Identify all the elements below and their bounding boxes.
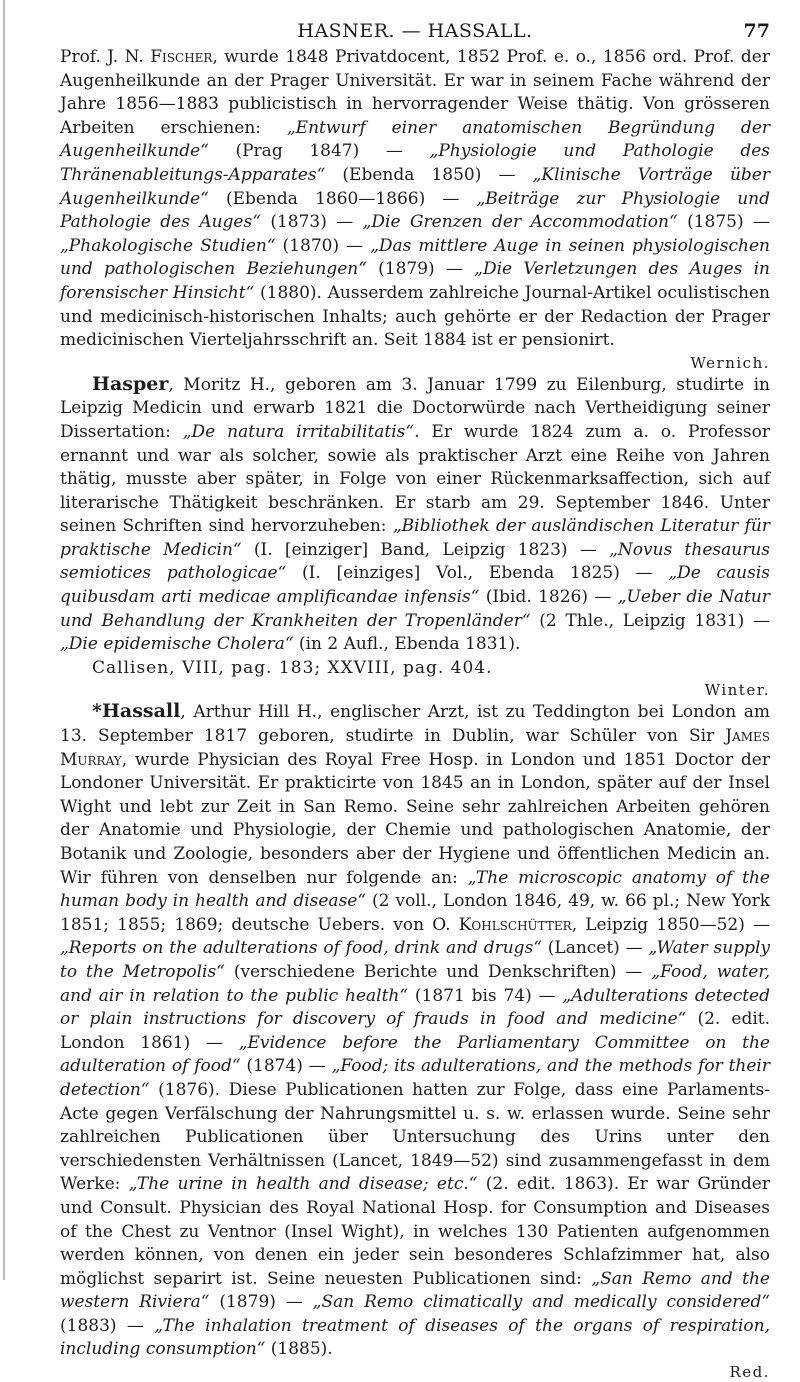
work-title: „De natura irritabilitatis“: [182, 421, 415, 442]
author-signature: Winter.: [704, 681, 770, 700]
text-run: (I. [einziger] Band, Leipzig 1823) —: [241, 539, 610, 560]
work-title: „Entwurf einer anatomischen Begründung der Augenheilkunde“: [60, 117, 771, 162]
given-names: , Arthur Hill H.: [180, 702, 318, 723]
work-title: „De causis quibusdam arti medicae amplificandae infensis“: [60, 563, 770, 608]
entry-fischer-text: [60, 46, 770, 353]
text-run: (1879) —: [209, 1292, 313, 1313]
text-run: (1874) —: [240, 1056, 332, 1077]
page-body: [60, 46, 770, 1382]
text-run: (Prag 1847) —: [208, 141, 430, 162]
running-title: HASNER. — HASSALL.: [297, 20, 533, 42]
work-title: „Beiträge zur Physiologie und Pathologie des Auges“: [60, 188, 770, 233]
person-name: James Murray: [60, 726, 770, 770]
signature-fischer: [60, 353, 770, 373]
text-run: (in 2 Aufl., Ebenda 1831).: [293, 634, 521, 655]
star-marker: *: [92, 700, 102, 723]
text-run: (1871 bis 74) —: [408, 985, 563, 1006]
running-header: [60, 14, 770, 48]
headword: Hasper: [92, 372, 169, 395]
work-title: „Food; its adulterations, and the methods for their detection“: [60, 1056, 770, 1100]
text-run: (2 voll., London 1846, 49, w. 66 pl.; New York 1851; 1855; 1869; deutsche Uebers. von O.: [60, 891, 770, 935]
text-run: (I. [einziges] Vol., Ebenda 1825) —: [286, 563, 669, 584]
text-run: (1870) —: [275, 235, 371, 256]
citation-hasper: Callisen, VIII, pag. 183; XXVIII, pag. 404.: [92, 657, 493, 678]
text-run: (2 Thle., Leipzig 1831) —: [530, 610, 770, 631]
text-run: (2. edit. 1863). Er war Gründer und Consult. Physician des Royal National Hosp. for Consumption and Diseases of the Chest zu Ventnor (Insel Wight), in welches 130 Patienten aufgenommen werden können, von denen ein jeder sein besonderes Schlafzimmer hat, also möglichst separirt ist. Seine neuesten Publicationen sind:: [60, 1174, 770, 1289]
work-title: „Reports on the adulterations of food, drink and drugs“: [60, 938, 542, 959]
work-title: „Bibliothek der ausländischen Literatur für praktische Medicin“: [60, 516, 771, 560]
work-title: „Water supply to the Metropolis“: [60, 938, 771, 982]
work-title: „The inhalation treatment of diseases of the organs of respiration, including consumption“: [60, 1315, 770, 1360]
work-title: „The microscopic anatomy of the human body in health and disease“: [60, 867, 770, 912]
author-signature: Red.: [729, 1363, 770, 1382]
work-title: „Adulterations detected or plain instructions for discovery of frauds in food and medicine“: [60, 985, 770, 1030]
text-run: (1873) —: [260, 212, 363, 233]
page-number: 77: [743, 20, 770, 42]
text-run: . Er wurde 1824 zum a. o. Professor ernannt und war als solcher, sowie als praktischer Arzt eine Reihe von Jahren thätig, musste aber später, in Folge von einer Rückenmarksaffection, sich auf literarische Thätigkeit beschränken. Er starb am 29. September 1846. Unter seinen Schriften sind hervorzuheben:: [60, 421, 770, 537]
text-run: (Ebenda 1860—1866) —: [208, 188, 477, 209]
text-run: , englischer Arzt, ist zu Teddington bei London am 13. September 1817 geboren, studirte in Dublin, war Schüler von Sir: [60, 702, 770, 747]
text-run: (verschiedene Berichte und Denkschriften) —: [224, 961, 652, 982]
work-title: „The urine in health and disease; etc.“: [128, 1174, 478, 1195]
text-run: (1883) —: [60, 1315, 155, 1336]
text-run: (1876). Diese Publicationen hatten zur Folge, dass eine Parlaments-Acte gegen Verfälschung der Nahrungsmittel u. s. w. erlassen wurde. Seine sehr zahlreichen Publicationen über Untersuchung des Urins unter den verschiedensten Verhältnissen (Lancet, 1849—52) sind zusammengefasst in dem Werke:: [60, 1079, 770, 1195]
text-run: Prof. J. N.: [60, 47, 151, 67]
signature-hassall: [60, 1362, 770, 1382]
person-name: Kohlschütter: [458, 914, 572, 935]
signature-hasper: [60, 680, 770, 700]
text-run: (1880). Ausserdem zahlreiche Journal-Artikel oculistischen und medicinisch-historischen Inhalts; auch gehörte er der Redaction der Prager medicinischen Vierteljahrsschrift an. Seit 1884 ist er pensionirt.: [60, 282, 770, 351]
entry-hassall-text: [60, 700, 770, 1362]
work-title: „Food, water, and air in relation to the public health“: [60, 961, 770, 1006]
work-title: „San Remo climatically and medically considered“: [312, 1292, 771, 1313]
work-title: „Phakologische Studien“: [60, 235, 276, 256]
page-edge-shadow: [3, 0, 5, 1280]
work-title: „Novus thesaurus semiotices pathologicae“: [60, 539, 770, 584]
given-names: , Moritz H.: [168, 374, 271, 395]
text-run: (1875) —: [677, 212, 770, 233]
author-signature: Wernich.: [690, 353, 770, 372]
work-title: „San Remo and the western Riviera“: [60, 1268, 770, 1313]
work-title: „Klinische Vorträge über Augenheilkunde“: [60, 164, 770, 209]
text-run: , geboren am 3. Januar 1799 zu Eilenburg, studirte in Leipzig Medicin und erwarb 1821 die Doctorwürde nach Vertheidigung seiner Dissertation:: [60, 374, 770, 442]
entry-fischer: [60, 46, 770, 373]
text-run: , Leipzig 1850—52) —: [571, 914, 771, 935]
entry-hasper-text: [60, 373, 770, 657]
person-name: Fischer: [150, 47, 213, 67]
work-title: „Die Verletzungen des Auges in forensischer Hinsicht“: [60, 259, 770, 303]
text-run: (Lancet) —: [541, 938, 649, 959]
work-title: „Ueber die Natur und Behandlung der Krankheiten der Tropenländer“: [60, 587, 770, 631]
work-title: „Die epidemische Cholera“: [60, 634, 294, 655]
work-title: „Evidence before the Parliamentary Committee on the adulteration of food“: [60, 1032, 770, 1077]
text-run: (1885).: [265, 1339, 333, 1360]
entry-hasper: [60, 373, 770, 701]
work-title: „Die Grenzen der Accommodation“: [362, 212, 678, 233]
text-run: (Ebenda 1850) —: [325, 164, 533, 185]
work-title: „Das mittlere Auge in seinen physiologischen und pathologischen Beziehungen“: [60, 235, 771, 280]
headword: Hassall: [101, 700, 181, 723]
text-run: , wurde 1848 Privatdocent, 1852 Prof. e. o., 1856 ord. Prof. der Augenheilkunde an der Prager Universität. Er war in seinem Fache während der Jahre 1856—1883 publicistisch in hervorragender Weise thätig. Von grösseren Arbeiten erschienen:: [60, 47, 770, 138]
text-run: (1879) —: [366, 259, 475, 280]
text-run: , wurde Physician des Royal Free Hosp. in London und 1851 Doctor der Londoner Universität. Er prakticirte von 1845 an in London, später auf der Insel Wight und lebt zur Zeit in San Remo. Seine sehr zahlreichen Arbeiten gehören der Anatomie und Physiologie, der Chemie und pathologischen Anatomie, der Botanik und Zoologie, besonders aber der Hygiene und öffentlichen Medicin an. Wir führen von denselben nur folgende an:: [60, 749, 770, 888]
text-run: (Ibid. 1826) —: [479, 587, 618, 608]
text-run: (2. edit. London 1861) —: [60, 1009, 771, 1053]
work-title: „Physiologie und Pathologie des Thränenableitungs-Apparates“: [60, 141, 770, 185]
